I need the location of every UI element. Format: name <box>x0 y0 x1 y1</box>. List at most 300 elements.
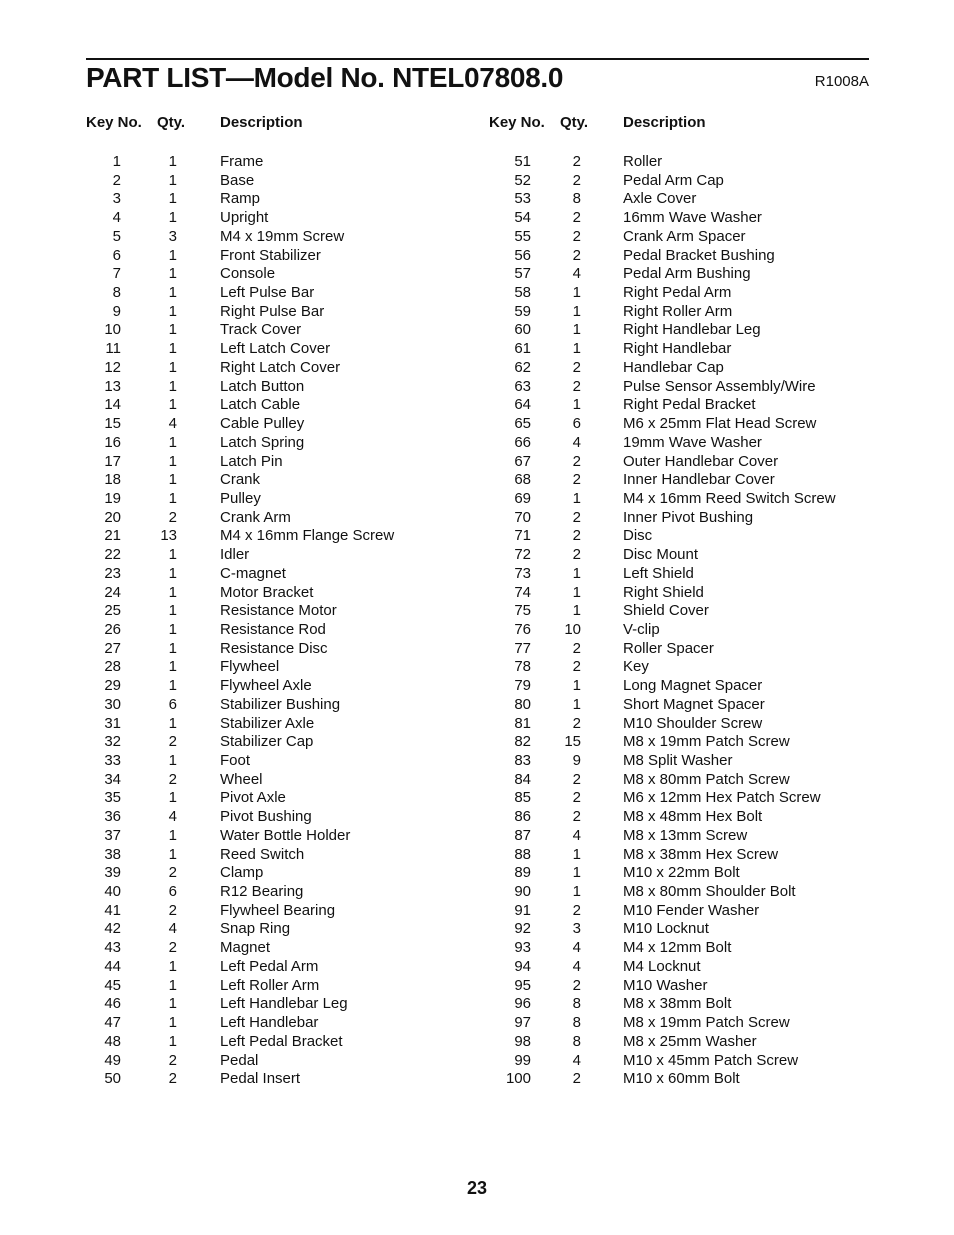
part-description: Resistance Rod <box>220 620 326 638</box>
key-number: 54 <box>514 209 531 227</box>
key-number: 70 <box>514 508 531 526</box>
key-number: 15 <box>104 415 121 433</box>
table-row <box>0 657 954 676</box>
part-description: Track Cover <box>220 321 302 339</box>
quantity: 2 <box>168 733 177 751</box>
part-description: Long Magnet Spacer <box>623 677 763 695</box>
part-description: Crank Arm <box>220 508 291 526</box>
table-row <box>0 676 954 695</box>
key-number: 96 <box>514 995 531 1013</box>
part-description: Pivot Bushing <box>220 808 312 826</box>
quantity: 1 <box>168 789 177 807</box>
quantity: 4 <box>572 1051 581 1069</box>
part-description: M10 x 22mm Bolt <box>623 864 740 882</box>
table-row <box>0 208 954 227</box>
quantity: 2 <box>572 508 581 526</box>
quantity: 1 <box>168 957 177 975</box>
key-number: 76 <box>514 620 531 638</box>
key-number: 31 <box>104 714 121 732</box>
key-number: 24 <box>104 583 121 601</box>
quantity: 2 <box>168 770 177 788</box>
quantity: 1 <box>168 845 177 863</box>
right-key-header: Key No. <box>489 114 545 131</box>
key-number: 57 <box>514 265 531 283</box>
key-number: 9 <box>112 302 121 320</box>
key-number: 39 <box>104 864 121 882</box>
quantity: 1 <box>168 246 177 264</box>
table-row <box>0 564 954 583</box>
table-row <box>0 470 954 489</box>
quantity: 1 <box>168 340 177 358</box>
part-description: Pedal Insert <box>220 1070 301 1088</box>
part-description: Right Roller Arm <box>623 302 733 320</box>
quantity: 1 <box>168 190 177 208</box>
quantity: 1 <box>168 546 177 564</box>
part-description: Left Roller Arm <box>220 976 320 994</box>
quantity: 2 <box>572 246 581 264</box>
key-number: 78 <box>514 658 531 676</box>
key-number: 25 <box>104 602 121 620</box>
key-number: 49 <box>104 1051 121 1069</box>
key-number: 71 <box>514 527 531 545</box>
quantity: 1 <box>168 583 177 601</box>
table-row <box>0 1032 954 1051</box>
part-description: Right Pedal Arm <box>623 284 732 302</box>
quantity: 1 <box>168 358 177 376</box>
key-number: 66 <box>514 433 531 451</box>
quantity: 1 <box>168 826 177 844</box>
table-row <box>0 1051 954 1070</box>
part-description: Pedal Arm Bushing <box>623 265 751 283</box>
part-description: Ramp <box>220 190 261 208</box>
key-number: 40 <box>104 883 121 901</box>
part-description: Right Handlebar Leg <box>623 321 761 339</box>
quantity: 1 <box>168 265 177 283</box>
quantity: 4 <box>572 939 581 957</box>
key-number: 61 <box>514 340 531 358</box>
part-description: M10 Washer <box>623 976 708 994</box>
table-row <box>0 283 954 302</box>
key-number: 98 <box>514 1032 531 1050</box>
key-number: 4 <box>112 209 121 227</box>
quantity: 4 <box>168 920 177 938</box>
quantity: 1 <box>572 396 581 414</box>
key-number: 91 <box>514 901 531 919</box>
part-description: Flywheel <box>220 658 280 676</box>
part-description: Console <box>220 265 276 283</box>
part-description: M8 x 80mm Patch Screw <box>623 770 790 788</box>
part-description: Roller <box>623 153 663 170</box>
key-number: 85 <box>514 789 531 807</box>
table-row <box>0 1013 954 1032</box>
key-number: 46 <box>104 995 121 1013</box>
key-number: 95 <box>514 976 531 994</box>
part-description: Foot <box>220 752 251 769</box>
table-row <box>0 264 954 283</box>
key-number: 38 <box>104 845 121 863</box>
right-description-header: Description <box>623 114 706 131</box>
part-description: Axle Cover <box>623 190 697 208</box>
quantity: 1 <box>572 489 581 507</box>
quantity: 1 <box>168 302 177 320</box>
key-number: 27 <box>104 639 121 657</box>
part-description: M4 x 19mm Screw <box>220 227 345 245</box>
quantity: 2 <box>572 546 581 564</box>
quantity: 2 <box>572 358 581 376</box>
table-row <box>0 395 954 414</box>
key-number: 19 <box>104 489 121 507</box>
table-row <box>0 639 954 658</box>
quantity: 1 <box>572 564 581 582</box>
key-number: 67 <box>514 452 531 470</box>
key-number: 84 <box>514 770 531 788</box>
table-row <box>0 508 954 527</box>
key-number: 83 <box>514 752 531 769</box>
quantity: 1 <box>168 714 177 732</box>
table-row <box>0 489 954 508</box>
key-number: 12 <box>104 358 121 376</box>
part-description: Right Pulse Bar <box>220 302 325 320</box>
key-number: 28 <box>104 658 121 676</box>
key-number: 77 <box>514 639 531 657</box>
part-description: Cable Pulley <box>220 415 305 433</box>
key-number: 56 <box>514 246 531 264</box>
part-description: Left Handlebar <box>220 1014 319 1032</box>
key-number: 32 <box>104 733 121 751</box>
quantity: 2 <box>572 808 581 826</box>
quantity: 1 <box>572 695 581 713</box>
table-row <box>0 788 954 807</box>
part-description: Latch Spring <box>220 433 305 451</box>
part-description: Pulse Sensor Assembly/Wire <box>623 377 816 395</box>
quantity: 1 <box>572 302 581 320</box>
table-row <box>0 601 954 620</box>
part-description: Flywheel Axle <box>220 677 312 695</box>
part-description: M8 x 38mm Bolt <box>623 995 732 1013</box>
key-number: 81 <box>514 714 531 732</box>
quantity: 1 <box>572 883 581 901</box>
part-description: Crank <box>220 471 261 489</box>
key-number: 5 <box>112 227 121 245</box>
part-description: Shield Cover <box>623 602 709 620</box>
table-row <box>0 919 954 938</box>
key-number: 44 <box>104 957 121 975</box>
part-description: Disc <box>623 527 653 545</box>
part-description: M8 x 48mm Hex Bolt <box>623 808 763 826</box>
part-description: M10 x 45mm Patch Screw <box>623 1051 799 1069</box>
quantity: 2 <box>572 171 581 189</box>
quantity: 1 <box>572 340 581 358</box>
key-number: 51 <box>514 153 531 170</box>
key-number: 93 <box>514 939 531 957</box>
part-description: Short Magnet Spacer <box>623 695 765 713</box>
quantity: 1 <box>168 602 177 620</box>
part-description: Inner Pivot Bushing <box>623 508 754 526</box>
part-description: Outer Handlebar Cover <box>623 452 779 470</box>
document-code: R1008A <box>814 73 869 90</box>
table-row <box>0 826 954 845</box>
key-number: 7 <box>112 265 121 283</box>
table-row <box>0 732 954 751</box>
part-description: Magnet <box>220 939 271 957</box>
key-number: 79 <box>514 677 531 695</box>
key-number: 90 <box>514 883 531 901</box>
key-number: 89 <box>514 864 531 882</box>
key-number: 63 <box>514 377 531 395</box>
part-description: M8 Split Washer <box>623 752 733 769</box>
part-description: Right Pedal Bracket <box>623 396 756 414</box>
quantity: 1 <box>168 209 177 227</box>
table-row <box>0 1069 954 1088</box>
quantity: 6 <box>572 415 581 433</box>
quantity: 4 <box>572 433 581 451</box>
key-number: 43 <box>104 939 121 957</box>
part-description: Key <box>623 658 649 676</box>
part-description: M10 Locknut <box>623 920 709 938</box>
quantity: 4 <box>168 415 177 433</box>
part-description: M8 x 19mm Patch Screw <box>623 733 790 751</box>
part-description: Pulley <box>220 489 261 507</box>
part-description: Frame <box>220 153 264 170</box>
key-number: 80 <box>514 695 531 713</box>
part-description: M8 x 13mm Screw <box>623 826 748 844</box>
key-number: 6 <box>112 246 121 264</box>
quantity: 8 <box>572 1014 581 1032</box>
part-description: M4 Locknut <box>623 957 701 975</box>
key-number: 60 <box>514 321 531 339</box>
right-parts-list <box>0 152 954 1088</box>
quantity: 1 <box>168 1014 177 1032</box>
key-number: 45 <box>104 976 121 994</box>
quantity: 8 <box>572 995 581 1013</box>
key-number: 1 <box>112 153 121 170</box>
key-number: 10 <box>104 321 121 339</box>
quantity: 13 <box>160 527 177 545</box>
quantity: 4 <box>168 808 177 826</box>
part-description: Left Latch Cover <box>220 340 331 358</box>
part-description: M10 Fender Washer <box>623 901 760 919</box>
part-description: Resistance Disc <box>220 639 328 657</box>
key-number: 100 <box>505 1070 531 1088</box>
quantity: 4 <box>572 957 581 975</box>
table-row <box>0 994 954 1013</box>
part-description: C-magnet <box>220 564 286 582</box>
quantity: 1 <box>168 489 177 507</box>
table-row <box>0 545 954 564</box>
quantity: 1 <box>168 284 177 302</box>
quantity: 2 <box>572 770 581 788</box>
quantity: 2 <box>572 377 581 395</box>
key-number: 36 <box>104 808 121 826</box>
key-number: 52 <box>514 171 531 189</box>
part-description: Left Shield <box>623 564 694 582</box>
key-number: 14 <box>104 396 121 414</box>
table-row <box>0 751 954 770</box>
key-number: 94 <box>514 957 531 975</box>
part-description: Stabilizer Cap <box>220 733 314 751</box>
table-row <box>0 452 954 471</box>
key-number: 50 <box>104 1070 121 1088</box>
key-number: 82 <box>514 733 531 751</box>
quantity: 2 <box>168 1070 177 1088</box>
key-number: 74 <box>514 583 531 601</box>
table-row <box>0 414 954 433</box>
part-description: Crank Arm Spacer <box>623 227 746 245</box>
key-number: 22 <box>104 546 121 564</box>
quantity: 1 <box>168 433 177 451</box>
key-number: 42 <box>104 920 121 938</box>
quantity: 1 <box>168 396 177 414</box>
part-description: Left Pulse Bar <box>220 284 315 302</box>
quantity: 1 <box>168 377 177 395</box>
table-row <box>0 620 954 639</box>
quantity: 1 <box>168 620 177 638</box>
part-description: M4 x 16mm Reed Switch Screw <box>623 489 836 507</box>
quantity: 2 <box>572 227 581 245</box>
quantity: 4 <box>572 826 581 844</box>
part-description: Resistance Motor <box>220 602 337 620</box>
key-number: 47 <box>104 1014 121 1032</box>
table-row <box>0 339 954 358</box>
quantity: 1 <box>168 995 177 1013</box>
quantity: 8 <box>572 190 581 208</box>
part-description: 16mm Wave Washer <box>623 209 762 227</box>
quantity: 3 <box>572 920 581 938</box>
part-description: M10 x 60mm Bolt <box>623 1070 740 1088</box>
part-description: Roller Spacer <box>623 639 714 657</box>
part-description: Left Handlebar Leg <box>220 995 348 1013</box>
key-number: 3 <box>112 190 121 208</box>
quantity: 1 <box>572 321 581 339</box>
table-row <box>0 246 954 265</box>
quantity: 1 <box>572 864 581 882</box>
key-number: 18 <box>104 471 121 489</box>
part-description: Motor Bracket <box>220 583 314 601</box>
table-row <box>0 227 954 246</box>
part-description: Right Shield <box>623 583 704 601</box>
part-description: V-clip <box>623 620 660 638</box>
quantity: 2 <box>168 901 177 919</box>
part-description: Left Pedal Arm <box>220 957 319 975</box>
quantity: 2 <box>168 1051 177 1069</box>
table-row <box>0 583 954 602</box>
quantity: 1 <box>168 976 177 994</box>
quantity: 2 <box>572 658 581 676</box>
quantity: 1 <box>168 677 177 695</box>
quantity: 2 <box>572 901 581 919</box>
part-description: Front Stabilizer <box>220 246 321 264</box>
key-number: 58 <box>514 284 531 302</box>
part-description: Base <box>220 171 255 189</box>
part-description: Stabilizer Bushing <box>220 695 341 713</box>
part-description: Wheel <box>220 770 263 788</box>
table-row <box>0 695 954 714</box>
table-row <box>0 957 954 976</box>
part-description: Clamp <box>220 864 264 882</box>
quantity: 1 <box>168 752 177 769</box>
quantity: 1 <box>572 845 581 863</box>
quantity: 10 <box>564 620 581 638</box>
page-number: 23 <box>466 1178 488 1198</box>
key-number: 48 <box>104 1032 121 1050</box>
quantity: 6 <box>168 695 177 713</box>
part-description: R12 Bearing <box>220 883 304 901</box>
key-number: 21 <box>104 527 121 545</box>
part-description: Flywheel Bearing <box>220 901 336 919</box>
part-description: Stabilizer Axle <box>220 714 315 732</box>
quantity: 1 <box>168 639 177 657</box>
quantity: 2 <box>572 1070 581 1088</box>
quantity: 2 <box>168 508 177 526</box>
table-row <box>0 770 954 789</box>
quantity: 2 <box>572 976 581 994</box>
table-row <box>0 433 954 452</box>
part-description: Latch Pin <box>220 452 283 470</box>
quantity: 9 <box>572 752 581 769</box>
left-qty-header: Qty. <box>157 114 186 131</box>
part-description: Idler <box>220 546 250 564</box>
part-description: M8 x 80mm Shoulder Bolt <box>623 883 796 901</box>
table-row <box>0 901 954 920</box>
key-number: 73 <box>514 564 531 582</box>
table-row <box>0 526 954 545</box>
table-row <box>0 358 954 377</box>
table-row <box>0 189 954 208</box>
key-number: 11 <box>105 340 121 358</box>
key-number: 62 <box>514 358 531 376</box>
part-description: M4 x 12mm Bolt <box>623 939 732 957</box>
quantity: 2 <box>572 714 581 732</box>
table-row <box>0 938 954 957</box>
key-number: 34 <box>104 770 121 788</box>
key-number: 53 <box>514 190 531 208</box>
part-description: M10 Shoulder Screw <box>623 714 763 732</box>
part-description: Right Handlebar <box>623 340 732 358</box>
quantity: 1 <box>168 564 177 582</box>
quantity: 1 <box>168 452 177 470</box>
key-number: 68 <box>514 471 531 489</box>
table-row <box>0 320 954 339</box>
key-number: 87 <box>514 826 531 844</box>
quantity: 3 <box>168 227 177 245</box>
table-row <box>0 845 954 864</box>
part-description: Pedal Arm Cap <box>623 171 724 189</box>
quantity: 1 <box>572 583 581 601</box>
quantity: 1 <box>572 602 581 620</box>
table-row <box>0 302 954 321</box>
quantity: 6 <box>168 883 177 901</box>
key-number: 33 <box>104 752 121 769</box>
quantity: 2 <box>572 639 581 657</box>
key-number: 72 <box>514 546 531 564</box>
key-number: 35 <box>104 789 121 807</box>
part-description: Pivot Axle <box>220 789 286 807</box>
part-description: M6 x 25mm Flat Head Screw <box>623 415 817 433</box>
quantity: 2 <box>572 153 581 170</box>
part-description: Right Latch Cover <box>220 358 341 376</box>
key-number: 26 <box>104 620 121 638</box>
key-number: 69 <box>514 489 531 507</box>
quantity: 2 <box>572 209 581 227</box>
part-description: Handlebar Cap <box>623 358 724 376</box>
quantity: 1 <box>168 171 177 189</box>
key-number: 75 <box>514 602 531 620</box>
table-row <box>0 171 954 190</box>
quantity: 8 <box>572 1032 581 1050</box>
table-row <box>0 882 954 901</box>
key-number: 65 <box>514 415 531 433</box>
key-number: 88 <box>514 845 531 863</box>
